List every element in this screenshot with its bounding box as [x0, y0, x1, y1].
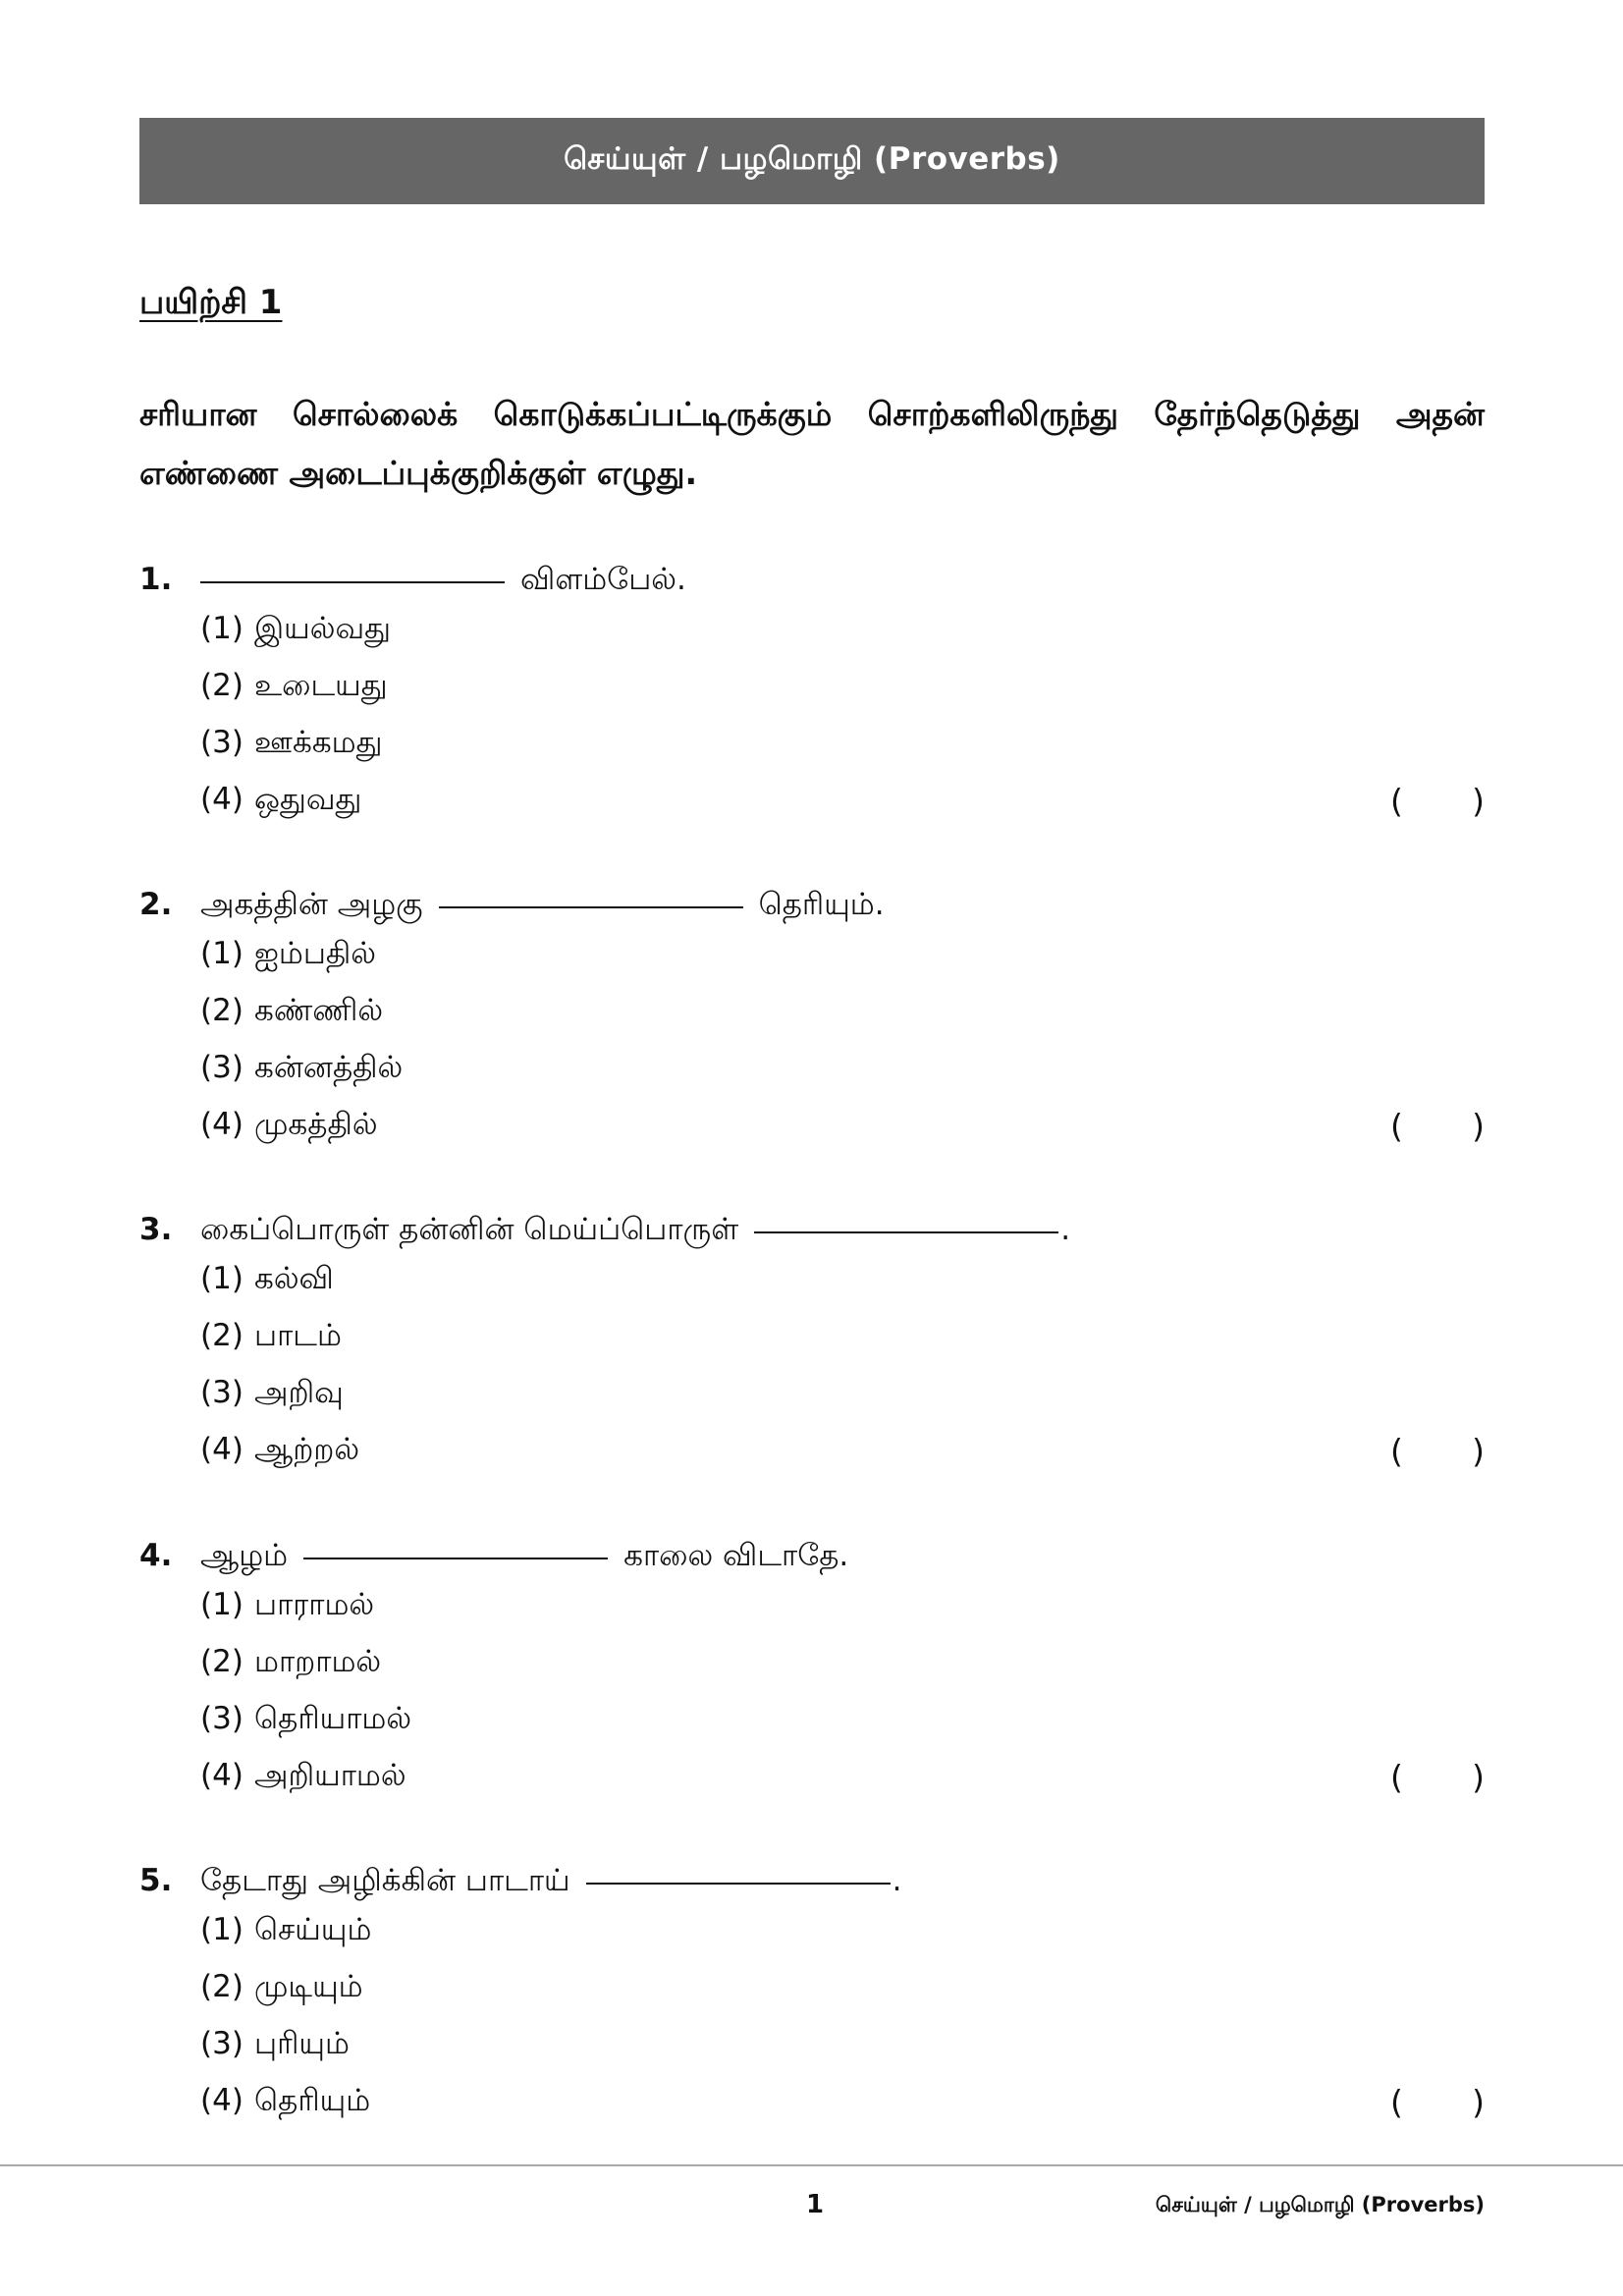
option-2	[139, 1969, 1485, 2026]
option-3	[139, 1375, 1485, 1432]
question-4	[139, 1538, 1485, 1815]
option-label: (4)	[200, 1758, 243, 1793]
answer-blank	[439, 906, 743, 908]
option-text: உடையது	[254, 668, 388, 703]
bracket-open: (	[1390, 2083, 1403, 2121]
answer-bracket[interactable]	[1390, 1432, 1485, 1470]
question-text-before: ஆழம்	[200, 1538, 289, 1573]
option-label: (2)	[200, 993, 243, 1028]
option-4	[139, 2083, 1485, 2140]
answer-bracket[interactable]	[1390, 2083, 1485, 2121]
option-3	[139, 2026, 1485, 2083]
question-stem	[139, 1538, 1485, 1587]
option-text: கன்னத்தில்	[254, 1050, 404, 1085]
option-text: அறிவு	[254, 1375, 344, 1410]
question-text-after: காலை விடாதே.	[623, 1538, 849, 1573]
bracket-open: (	[1390, 1758, 1403, 1796]
question-text-after: விளம்பேல்.	[520, 562, 686, 597]
question-text-after: .	[892, 1863, 902, 1898]
question-2	[139, 887, 1485, 1164]
header-title: செய்யுள் / பழமொழி (Proverbs)	[564, 141, 1060, 177]
option-label: (3)	[200, 725, 243, 760]
option-1	[139, 1587, 1485, 1644]
question-number: 2.	[139, 887, 173, 922]
answer-bracket[interactable]	[1390, 1107, 1485, 1145]
option-label: (2)	[200, 1969, 243, 2004]
option-text: பாராமல்	[254, 1587, 375, 1622]
question-1	[139, 562, 1485, 839]
option-text: தெரியாமல்	[254, 1701, 412, 1736]
option-1	[139, 1912, 1485, 1969]
option-2	[139, 1644, 1485, 1701]
question-3	[139, 1212, 1485, 1489]
option-1	[139, 611, 1485, 668]
question-text-before: தேடாது அழிக்கின் பாடாய்	[200, 1863, 570, 1898]
option-text: கண்ணில்	[254, 993, 384, 1028]
option-label: (1)	[200, 1587, 243, 1622]
question-stem	[139, 1212, 1485, 1261]
option-3	[139, 1050, 1485, 1107]
option-label: (3)	[200, 1701, 243, 1736]
bracket-close: )	[1472, 782, 1485, 820]
exercise-title: பயிற்சி 1	[139, 283, 283, 322]
header-bar	[139, 118, 1485, 204]
option-label: (4)	[200, 782, 243, 817]
answer-blank	[586, 1883, 891, 1885]
option-label: (4)	[200, 1432, 243, 1467]
option-label: (3)	[200, 2026, 243, 2061]
question-text-after: .	[1060, 1212, 1071, 1247]
option-text: இயல்வது	[254, 611, 392, 646]
option-3	[139, 1701, 1485, 1758]
option-4	[139, 1107, 1485, 1164]
option-label: (2)	[200, 668, 243, 703]
option-4	[139, 782, 1485, 839]
question-5	[139, 1863, 1485, 2140]
option-text: ஒதுவது	[254, 782, 362, 817]
answer-blank	[754, 1231, 1058, 1233]
bracket-open: (	[1390, 1432, 1403, 1470]
option-2	[139, 668, 1485, 725]
question-number: 3.	[139, 1212, 173, 1247]
option-text: கல்வி	[254, 1261, 334, 1296]
question-text-before: அகத்தின் அழகு	[200, 887, 423, 922]
question-number: 4.	[139, 1538, 173, 1573]
question-stem	[139, 562, 1485, 611]
bracket-open: (	[1390, 1107, 1403, 1145]
bracket-open: (	[1390, 782, 1403, 820]
question-number: 1.	[139, 562, 173, 597]
option-text: ஊக்கமது	[254, 725, 383, 760]
option-4	[139, 1432, 1485, 1489]
instruction-text: சரியான சொல்லைக் கொடுக்கப்பட்டிருக்கும் சொற்களிலிருந்து தேர்ந்தெடுத்து அதன் எண்ணை அடைப்புக்குறிக்குள் எழுது.	[139, 395, 1485, 492]
question-number: 5.	[139, 1863, 173, 1898]
option-text: மாறாமல்	[254, 1644, 382, 1679]
option-2	[139, 1318, 1485, 1375]
option-label: (1)	[200, 936, 243, 971]
footer-divider	[0, 2164, 1623, 2166]
bracket-close: )	[1472, 1758, 1485, 1796]
option-text: புரியும்	[254, 2026, 350, 2061]
option-label: (3)	[200, 1375, 243, 1410]
option-text: முகத்தில்	[254, 1107, 378, 1142]
option-text: செய்யும்	[254, 1912, 372, 1947]
option-label: (4)	[200, 1107, 243, 1142]
answer-blank	[303, 1558, 608, 1559]
option-text: முடியும்	[254, 1969, 363, 2004]
bracket-close: )	[1472, 1432, 1485, 1470]
option-1	[139, 936, 1485, 993]
question-text-before: கைப்பொருள் தன்னின் மெய்ப்பொருள்	[200, 1212, 739, 1247]
option-label: (1)	[200, 1912, 243, 1947]
option-label: (1)	[200, 611, 243, 646]
option-4	[139, 1758, 1485, 1815]
option-label: (4)	[200, 2083, 243, 2118]
option-label: (1)	[200, 1261, 243, 1296]
option-text: ஐம்பதில்	[254, 936, 377, 971]
option-text: அறியாமல்	[254, 1758, 406, 1793]
question-stem	[139, 887, 1485, 936]
question-stem	[139, 1863, 1485, 1912]
answer-blank	[200, 581, 505, 583]
footer-title: செய்யுள் / பழமொழி (Proverbs)	[1155, 2193, 1485, 2216]
option-label: (2)	[200, 1318, 243, 1353]
option-text: ஆற்றல்	[254, 1432, 360, 1467]
bracket-close: )	[1472, 2083, 1485, 2121]
option-2	[139, 993, 1485, 1050]
answer-bracket[interactable]	[1390, 782, 1485, 820]
option-label: (3)	[200, 1050, 243, 1085]
option-label: (2)	[200, 1644, 243, 1679]
bracket-close: )	[1472, 1107, 1485, 1145]
question-text-after: தெரியும்.	[758, 887, 885, 922]
answer-bracket[interactable]	[1390, 1758, 1485, 1796]
option-1	[139, 1261, 1485, 1318]
option-3	[139, 725, 1485, 782]
option-text: தெரியும்	[254, 2083, 371, 2118]
option-text: பாடம்	[254, 1318, 342, 1353]
page-number: 1	[805, 2190, 825, 2219]
